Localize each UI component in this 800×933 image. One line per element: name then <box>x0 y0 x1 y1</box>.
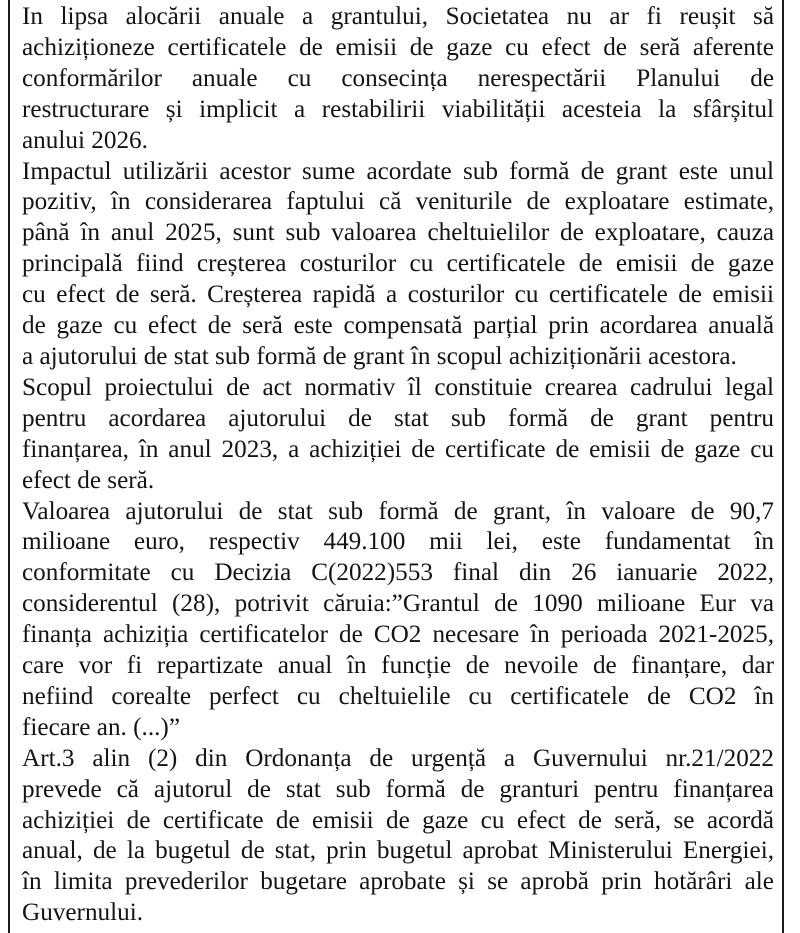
text-line: finanțarea, în anul 2023, a achiziției de certificate de emisii de gaze cu <box>22 435 774 463</box>
text-line: conformitate cu Decizia C(2022)553 final din 26 ianuarie 2022, <box>22 559 774 587</box>
text-line: Guvernului. <box>22 899 144 927</box>
text-line: a ajutorului de stat sub formă de grant în scopul achiziționării acestora. <box>22 342 737 370</box>
text-line: pentru acordarea ajutorului de stat sub formă de grant pentru <box>22 404 774 432</box>
text-line: Impactul utilizării acestor sume acordate sub formă de grant este unul <box>22 157 774 185</box>
text-line: nefiind corealte perfect cu cheltuielile cu certificatele de CO2 în <box>22 682 774 710</box>
text-line: până în anul 2025, sunt sub valoarea cheltuielilor de exploatare, cauza <box>22 219 774 247</box>
text-line: fiecare an. (...)” <box>22 713 180 741</box>
text-line: efect de seră. <box>22 466 155 494</box>
text-line: de gaze cu efect de seră este compensată parțial prin acordarea anuală <box>22 312 774 340</box>
text-line: anului 2026. <box>22 126 148 154</box>
text-line: restructurare și implicit a restabilirii viabilității acesteia la sfârșitul <box>22 95 774 123</box>
text-line: pozitiv, în considerarea faptului că veniturile de exploatare estimate, <box>22 188 774 216</box>
text-line: principală fiind creșterea costurilor cu certificatele de emisii de gaze <box>22 250 774 278</box>
text-line: conformărilor anuale cu consecința nerespectării Planului de <box>22 64 774 92</box>
text-line: milioane euro, respectiv 449.100 mii lei, este fundamentat în <box>22 528 774 556</box>
paragraph-legal-basis <box>22 744 774 929</box>
text-line: achiziției de certificate de emisii de gaze cu efect de seră, se acordă <box>22 806 774 834</box>
document-body <box>22 2 774 929</box>
paragraph-grant-allocation <box>22 2 774 157</box>
text-line: finanța achiziția certificatelor de CO2 necesare în perioada 2021-2025, <box>22 621 774 649</box>
paragraph-scope <box>22 373 774 497</box>
text-line: cu efect de seră. Creșterea rapidă a costurilor cu certificatele de emisii <box>22 281 774 309</box>
text-line: care vor fi repartizate anual în funcție de nevoile de finanțare, dar <box>22 652 774 680</box>
text-line: în limita prevederilor bugetare aprobate și se aprobă prin hotărâri ale <box>22 868 774 896</box>
text-line: Art.3 alin (2) din Ordonanța de urgență a Guvernului nr.21/2022 <box>22 744 774 772</box>
text-line: Valoarea ajutorului de stat sub formă de grant, în valoare de 90,7 <box>22 497 774 525</box>
text-line: Scopul proiectului de act normativ îl constituie crearea cadrului legal <box>22 373 774 401</box>
text-line: achiziționeze certificatele de emisii de gaze cu efect de seră aferente <box>22 33 774 61</box>
text-line: prevede că ajutorul de stat sub formă de granturi pentru finanțarea <box>22 775 774 803</box>
text-line: considerentul (28), potrivit căruia:”Grantul de 1090 milioane Eur va <box>22 590 774 618</box>
text-line: anual, de la bugetul de stat, prin bugetul aprobat Ministerului Energiei, <box>22 837 774 865</box>
paragraph-impact <box>22 157 774 373</box>
paragraph-grant-value <box>22 497 774 744</box>
text-line: In lipsa alocării anuale a grantului, Societatea nu ar fi reușit să <box>22 3 774 30</box>
